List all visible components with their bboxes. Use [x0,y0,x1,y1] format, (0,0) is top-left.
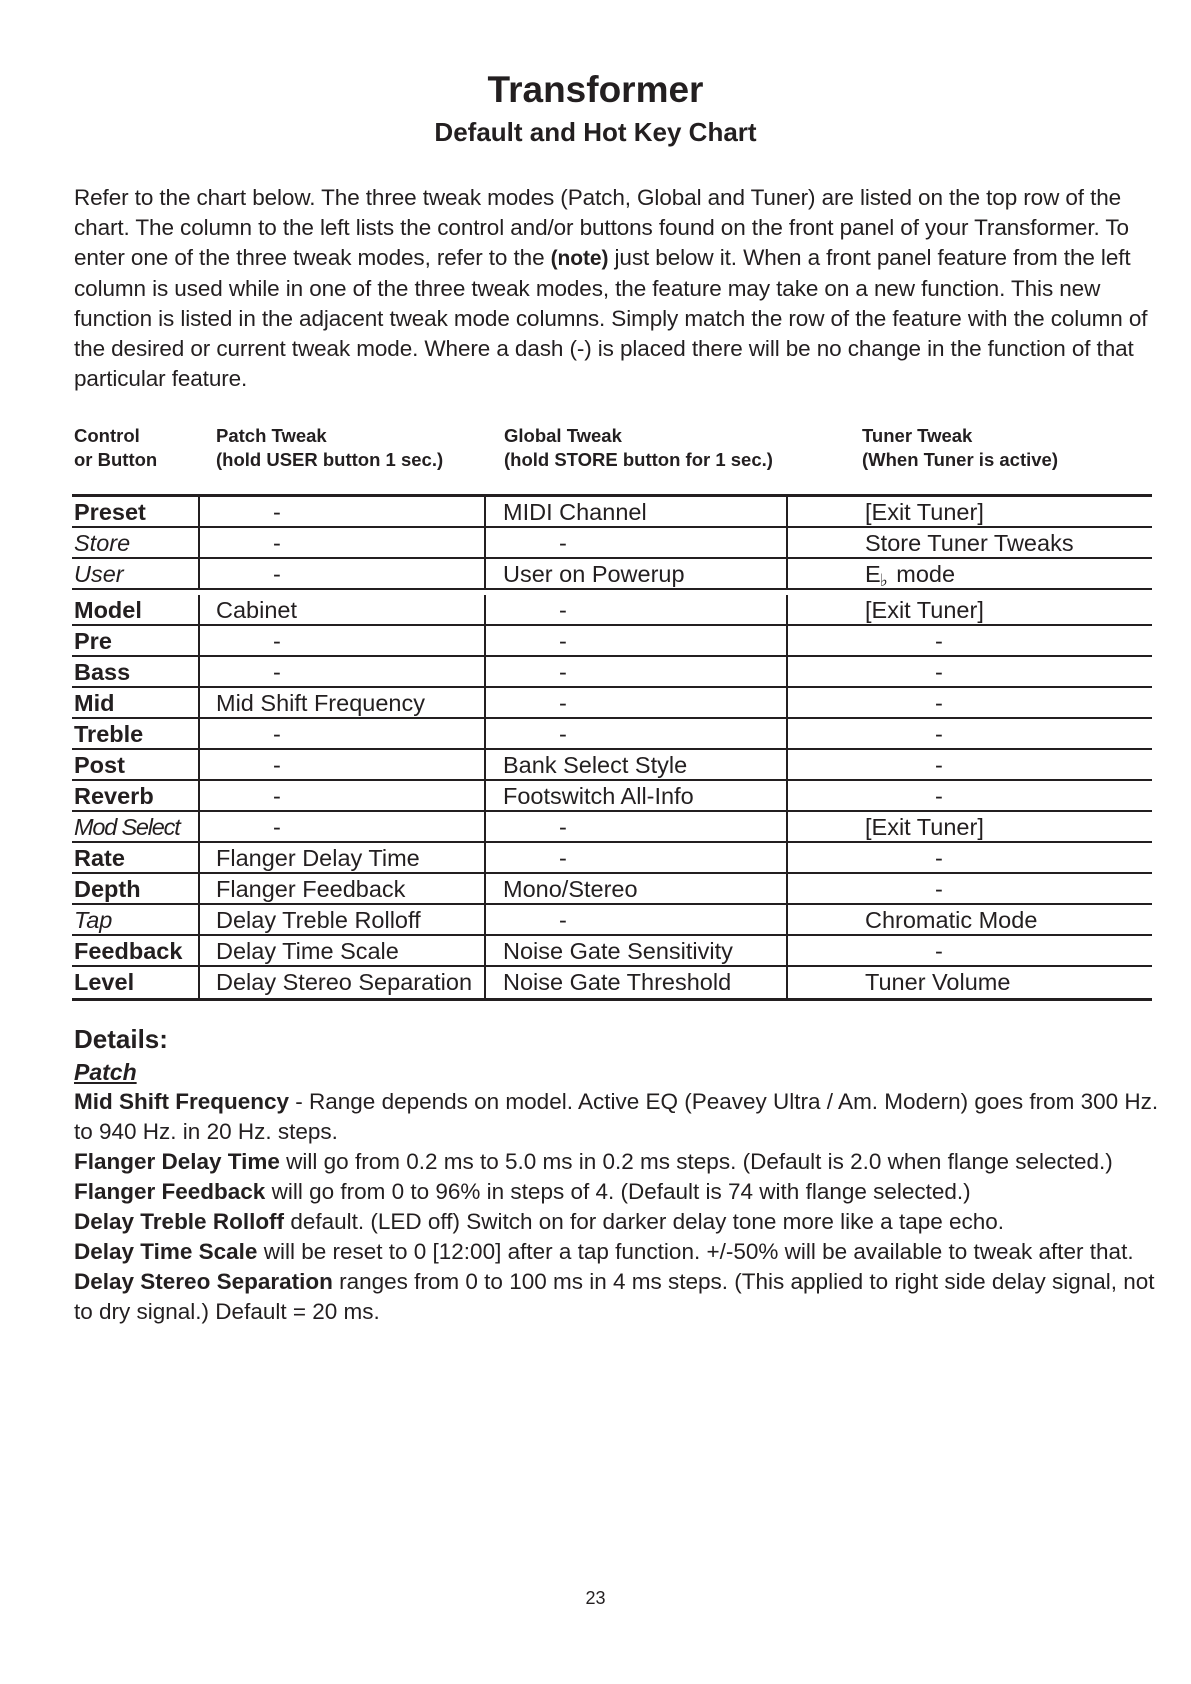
row-global: Bank Select Style [484,750,788,779]
row-patch: Delay Stereo Separation [198,967,486,998]
details-list [74,1087,1159,1327]
detail-text: will be reset to 0 [12:00] after a tap function. +/-50% will be available to tweak after that. [257,1239,1134,1264]
row-tuner: - [786,657,1152,686]
table-row [72,750,1152,781]
row-control: Treble [74,721,144,747]
row-control: Mid [74,690,115,716]
table-row [72,559,1152,590]
detail-text: will go from 0.2 ms to 5.0 ms in 0.2 ms steps. (Default is 2.0 when flange selected.) [279,1149,1113,1174]
detail-text: will go from 0 to 96% in steps of 4. (Default is 74 with flange selected.) [265,1179,971,1204]
page-number: 23 [585,1588,606,1608]
header-global-line2: (hold STORE button for 1 sec.) [504,449,773,470]
header-patch-tweak [216,424,443,472]
row-global: User on Powerup [484,559,788,588]
table-row [72,874,1152,905]
table-row [72,595,1152,626]
row-tuner: - [786,719,1152,748]
row-patch: - [198,559,486,588]
detail-item [74,1207,1159,1237]
row-control: Feedback [74,938,183,964]
header-tuner-line2: (When Tuner is active) [862,449,1058,470]
row-global: - [484,688,788,717]
row-tuner [786,559,1152,588]
row-global: - [484,843,788,872]
detail-text: - Range depends on model. Active EQ (Peavey Ultra / Am. Modern) goes from 300 Hz. to 940 Hz. in 20 Hz. steps. [74,1089,1159,1144]
detail-item [74,1177,1159,1207]
row-tuner: [Exit Tuner] [786,497,1152,526]
row-control: Reverb [74,783,154,809]
row-patch: Delay Treble Rolloff [198,905,486,934]
table-row [72,497,1152,528]
table-row [72,812,1152,843]
table-row [72,626,1152,657]
row-control: Bass [74,659,131,685]
row-tuner: - [786,688,1152,717]
row-global: - [484,812,788,841]
detail-item [74,1087,1159,1147]
flat-symbol-icon: ♭ [879,571,888,590]
mode-text: mode [889,561,956,587]
details-heading: Details: [74,1024,168,1054]
row-global: - [484,528,788,557]
row-patch: - [198,781,486,810]
detail-term: Delay Stereo Separation [74,1269,333,1294]
row-patch: - [198,528,486,557]
table-row [72,936,1152,967]
row-patch: - [198,626,486,655]
row-global: Noise Gate Sensitivity [484,936,788,965]
hot-key-table [72,494,1152,1001]
table-row [72,905,1152,936]
header-patch-line2: (hold USER button 1 sec.) [216,449,444,470]
row-patch: - [198,657,486,686]
intro-text-1: Refer to the chart below. The three tweak modes (Patch, Global and Tuner) are listed on the top row of the chart. The column to the left lists the control and/or buttons found on the front panel of your Transformer. To enter one of the three tweak modes, refer to the [74,185,1129,270]
row-patch: Flanger Delay Time [198,843,486,872]
header-control-line2: or Button [74,449,158,470]
row-tuner: [Exit Tuner] [786,595,1152,624]
detail-term: Delay Time Scale [74,1239,258,1264]
row-tuner: Chromatic Mode [786,905,1152,934]
detail-term: Flanger Delay Time [74,1149,280,1174]
row-tuner: - [786,843,1152,872]
detail-text: ranges from 0 to 100 ms in 4 ms steps. (This applied to right side delay signal, not to dry signal.) Default = 20 ms. [74,1269,1155,1324]
page-subtitle: Default and Hot Key Chart [434,117,757,147]
row-control: Store [74,530,131,556]
row-tuner: - [786,750,1152,779]
row-tuner: [Exit Tuner] [786,812,1152,841]
row-control: Preset [74,499,146,525]
row-global: - [484,905,788,934]
e-note: E [865,561,881,587]
intro-note: (note) [550,247,609,270]
header-patch-line1: Patch Tweak [216,425,327,446]
row-control: Tap [74,907,113,933]
row-control: Rate [74,845,125,871]
detail-text: default. (LED off) Switch on for darker delay tone more like a tape echo. [284,1209,1005,1234]
row-tuner: - [786,936,1152,965]
table-row [72,688,1152,719]
intro-paragraph [74,183,1154,394]
detail-item [74,1267,1159,1327]
header-tuner-tweak [862,424,1058,472]
page-title: Transformer [487,69,704,110]
table-row [72,843,1152,874]
detail-item [74,1237,1159,1267]
row-global: Noise Gate Threshold [484,967,788,998]
header-global-tweak [504,424,773,472]
row-tuner: - [786,874,1152,903]
row-patch: Cabinet [198,595,486,624]
table-row [72,719,1152,750]
row-control: Post [74,752,125,778]
row-control: Model [74,597,142,623]
row-global: Footswitch All-Info [484,781,788,810]
row-global: - [484,657,788,686]
intro-text-2: just below it. When a front panel feature from the left column is used while in one of the three tweak modes, the feature may take on a new function. This new function is listed in the adjacent tweak mode columns. Simply match the row of the feature with the column of the desired or current tweak mode. Where a dash (-) is placed there will be no change in the function of that particular feature. [74,245,1148,391]
detail-item [74,1147,1159,1177]
header-global-line1: Global Tweak [504,425,622,446]
row-patch: - [198,497,486,526]
header-control-line1: Control [74,425,140,446]
header-control [74,424,157,472]
row-control: Mod Select [74,814,180,840]
row-tuner: - [786,781,1152,810]
detail-term: Flanger Feedback [74,1179,266,1204]
row-tuner: - [786,626,1152,655]
table-row [72,528,1152,559]
detail-term: Mid Shift Frequency [74,1089,290,1114]
row-patch: Flanger Feedback [198,874,486,903]
patch-subheading: Patch [74,1059,137,1085]
row-patch: Delay Time Scale [198,936,486,965]
row-control: User [74,561,124,587]
table-row [72,657,1152,688]
row-control: Depth [74,876,141,902]
row-control: Pre [74,628,112,654]
row-patch: - [198,750,486,779]
row-global: - [484,626,788,655]
table-row [72,967,1152,1001]
row-patch: - [198,812,486,841]
row-global: - [484,595,788,624]
row-global: - [484,719,788,748]
header-tuner-line1: Tuner Tweak [862,425,973,446]
row-patch: - [198,719,486,748]
row-global: Mono/Stereo [484,874,788,903]
table-row [72,781,1152,812]
row-global: MIDI Channel [484,497,788,526]
row-control: Level [74,969,135,995]
row-tuner: Tuner Volume [786,967,1152,998]
row-patch: Mid Shift Frequency [198,688,486,717]
detail-term: Delay Treble Rolloff [74,1209,285,1234]
row-tuner: Store Tuner Tweaks [786,528,1152,557]
